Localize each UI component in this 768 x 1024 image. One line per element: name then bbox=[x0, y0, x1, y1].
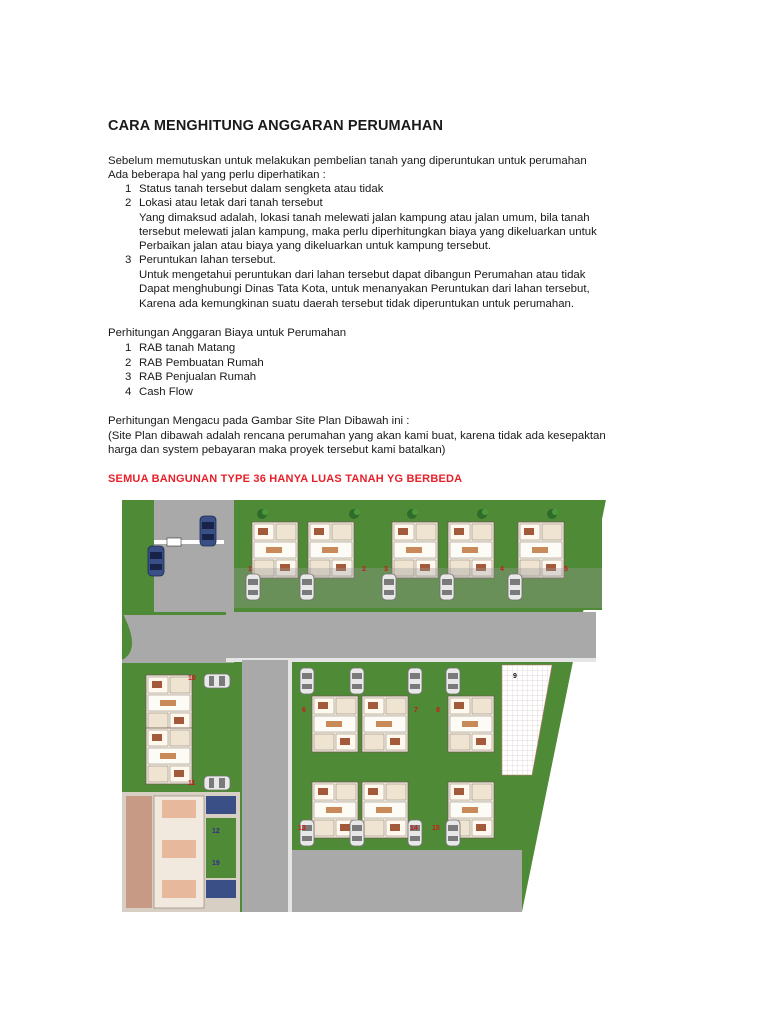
lot-number: 11 bbox=[188, 780, 196, 787]
lot-number: 12 bbox=[212, 828, 220, 835]
list-text: RAB Penjualan Rumah bbox=[139, 371, 257, 383]
highlight-text: SEMUA BANGUNAN TYPE 36 HANYA LUAS TANAH YG BERBEDA bbox=[108, 473, 463, 485]
siteplan-intro: harga dan system pebayaran maka proyek tersebut kami batalkan) bbox=[108, 444, 446, 456]
list-text: Cash Flow bbox=[139, 386, 193, 398]
list-number: 1 bbox=[125, 342, 132, 354]
lot-number: 5 bbox=[564, 566, 568, 573]
list-item bbox=[125, 356, 264, 370]
list-item bbox=[125, 182, 383, 196]
lot-number: 19 bbox=[212, 860, 220, 867]
intro-line: Ada beberapa hal yang perlu diperhatikan : bbox=[108, 169, 326, 181]
lot-number: 10 bbox=[188, 675, 196, 682]
lot-number: 4 bbox=[500, 566, 504, 573]
list-number: 2 bbox=[125, 357, 132, 369]
top-row-lots bbox=[234, 504, 602, 610]
page-title: CARA MENGHITUNG ANGGARAN PERUMAHAN bbox=[108, 118, 444, 134]
lot-number: 9 bbox=[513, 673, 517, 680]
lot-number: 8 bbox=[436, 707, 440, 714]
site-plan bbox=[122, 500, 606, 912]
intro-line: Sebelum memutuskan untuk melakukan pembelian tanah yang diperuntukan untuk perumahan bbox=[108, 155, 587, 167]
lot-number: 15 bbox=[432, 825, 440, 832]
list-text: RAB tanah Matang bbox=[139, 342, 236, 354]
list-detail: Dapat menghubungi Dinas Tata Kota, untuk menanyakan Peruntukan dari lahan tersebut, bbox=[139, 283, 590, 295]
list-detail: Untuk mengetahui peruntukan dari lahan tersebut dapat dibangun Perumahan atau tidak bbox=[139, 269, 586, 281]
siteplan-intro: Perhitungan Mengacu pada Gambar Site Plan Dibawah ini : bbox=[108, 415, 410, 427]
list-detail: Perbaikan jalan atau biaya yang dikeluarkan untuk kampung tersebut. bbox=[139, 240, 492, 252]
list-number: 1 bbox=[125, 183, 132, 195]
lot-number: 3 bbox=[384, 566, 388, 573]
list-text: Peruntukan lahan tersebut. bbox=[139, 254, 276, 266]
list-detail: Yang dimaksud adalah, lokasi tanah melewati jalan kampung atau jalan umum, bila tanah bbox=[139, 212, 590, 224]
list-text: RAB Pembuatan Rumah bbox=[139, 357, 264, 369]
middle-lots bbox=[294, 665, 524, 846]
list-item bbox=[125, 341, 235, 355]
list-number: 4 bbox=[125, 386, 132, 398]
bottom-left-lots bbox=[122, 792, 240, 912]
list-text: Status tanah tersebut dalam sengketa atau tidak bbox=[139, 183, 384, 195]
lot-number: 2 bbox=[362, 566, 366, 573]
list-detail: tersebut melewati jalan kampung, maka perlu diperhitungkan biaya yang dikeluarkan untuk bbox=[139, 226, 597, 238]
list-text: Lokasi atau letak dari tanah tersebut bbox=[139, 197, 323, 209]
list-item bbox=[125, 385, 193, 399]
list-item bbox=[125, 370, 256, 384]
left-lots bbox=[122, 665, 240, 790]
lot-number: 1 bbox=[248, 566, 252, 573]
list-item bbox=[125, 253, 276, 267]
budget-heading: Perhitungan Anggaran Biaya untuk Perumahan bbox=[108, 327, 347, 339]
lot-number: 6 bbox=[302, 707, 306, 714]
list-number: 2 bbox=[125, 197, 132, 209]
list-number: 3 bbox=[125, 254, 132, 266]
siteplan-intro: (Site Plan dibawah adalah rencana perumahan yang akan kami buat, karena tidak ada kesepaktan bbox=[108, 430, 606, 442]
lot-number: 13 bbox=[298, 825, 306, 832]
lot-number: 7 bbox=[414, 707, 418, 714]
list-detail: Karena ada kemungkinan suatu daerah tersebut tidak diperuntukan untuk perumahan. bbox=[139, 298, 575, 310]
list-item bbox=[125, 196, 323, 210]
list-number: 3 bbox=[125, 371, 132, 383]
lot-number: 14 bbox=[410, 825, 418, 832]
